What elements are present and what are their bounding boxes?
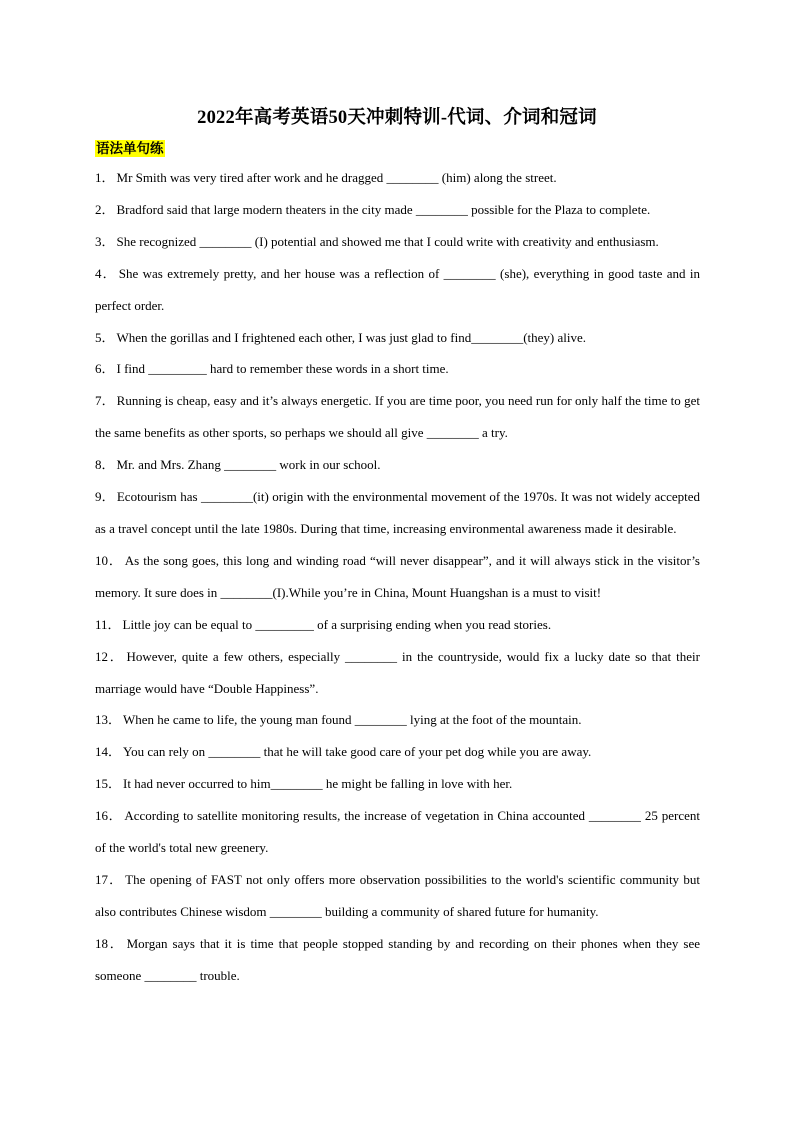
question-text: She recognized ________ (I) potential and showed me that I could write with creativity and enthusiasm. xyxy=(116,233,659,249)
question-item xyxy=(95,258,700,322)
question-number: 15． xyxy=(95,776,122,792)
question-text: Running is cheap, easy and it’s always energetic. If you are time poor, you need run for only half the time to get the same benefits as other sports, so perhaps we should all give ________ a try. xyxy=(95,393,700,441)
question-number: 7． xyxy=(95,393,115,409)
question-item xyxy=(95,353,700,385)
question-item xyxy=(95,928,700,992)
question-number: 1． xyxy=(95,170,115,185)
question-item xyxy=(95,322,700,354)
question-item xyxy=(95,641,700,705)
question-text: When the gorillas and I frightened each other, I was just glad to find________(they) alive. xyxy=(116,329,587,345)
question-text: However, quite a few others, especially ________ in the countryside, would fix a lucky date so that their marriage would have “Double Happiness”. xyxy=(95,648,700,696)
question-list xyxy=(95,162,700,992)
question-item xyxy=(95,545,700,609)
question-text: Little joy can be equal to _________ of a surprising ending when you read stories. xyxy=(122,616,552,632)
question-text: I find _________ hard to remember these words in a short time. xyxy=(116,361,449,377)
question-item xyxy=(95,768,700,800)
question-text: According to satellite monitoring results, the increase of vegetation in China accounted ________ 25 percent of the world's total new greenery. xyxy=(95,808,700,856)
question-item xyxy=(95,800,700,864)
question-text: Mr Smith was very tired after work and he dragged ________ (him) along the street. xyxy=(116,170,557,185)
question-number: 12． xyxy=(95,648,125,664)
question-item xyxy=(95,226,700,258)
question-number: 18． xyxy=(95,935,125,951)
question-text: It had never occurred to him________ he might be falling in love with her. xyxy=(123,776,513,792)
question-number: 9． xyxy=(95,489,115,505)
question-text: When he came to life, the young man found ________ lying at the foot of the mountain. xyxy=(123,712,582,728)
question-item xyxy=(95,736,700,768)
question-number: 10． xyxy=(95,552,123,568)
question-item xyxy=(95,194,700,226)
question-number: 14． xyxy=(95,744,122,760)
question-number: 16． xyxy=(95,808,123,824)
question-number: 4． xyxy=(95,265,117,281)
question-text: Bradford said that large modern theaters in the city made ________ possible for the Plaza to complete. xyxy=(116,201,651,217)
question-item xyxy=(95,864,700,928)
question-number: 2． xyxy=(95,201,115,217)
question-number: 13． xyxy=(95,712,122,728)
question-number: 5． xyxy=(95,329,115,345)
question-item xyxy=(95,449,700,481)
question-item xyxy=(95,481,700,545)
question-number: 6． xyxy=(95,361,115,377)
question-text: Morgan says that it is time that people stopped standing by and recording on their phones when they see someone ________ trouble. xyxy=(95,935,700,983)
question-text: Ecotourism has ________(it) origin with the environmental movement of the 1970s. It was not widely accepted as a travel concept until the late 1980s. During that time, increasing environmental awareness made it desirable. xyxy=(95,489,700,536)
question-text: You can rely on ________ that he will take good care of your pet dog while you are away. xyxy=(123,744,592,760)
question-item xyxy=(95,609,700,641)
page-title: 2022年高考英语50天冲刺特训-代词、介词和冠词 xyxy=(197,108,597,128)
question-number: 17． xyxy=(95,871,124,887)
question-text: She was extremely pretty, and her house was a reflection of ________ (she), everything in good taste and in perfect order. xyxy=(95,265,700,313)
question-number: 8． xyxy=(95,457,115,473)
question-text: Mr. and Mrs. Zhang ________ work in our school. xyxy=(116,457,381,473)
question-item xyxy=(95,162,700,194)
question-number: 11． xyxy=(95,616,121,632)
section-label-highlighted: 语法单句练 xyxy=(96,141,164,156)
question-item xyxy=(95,704,700,736)
question-text: As the song goes, this long and winding road “will never disappear”, and it will always stick in the visitor’s memory. It sure does in ________(I).While you’re in China, Mount Huangshan is a must to visit! xyxy=(95,552,700,600)
question-text: The opening of FAST not only offers more observation possibilities to the world's scientific community but also contributes Chinese wisdom ________ building a community of shared future for humanity. xyxy=(95,871,700,919)
question-item xyxy=(95,385,700,449)
question-number: 3． xyxy=(95,233,115,249)
